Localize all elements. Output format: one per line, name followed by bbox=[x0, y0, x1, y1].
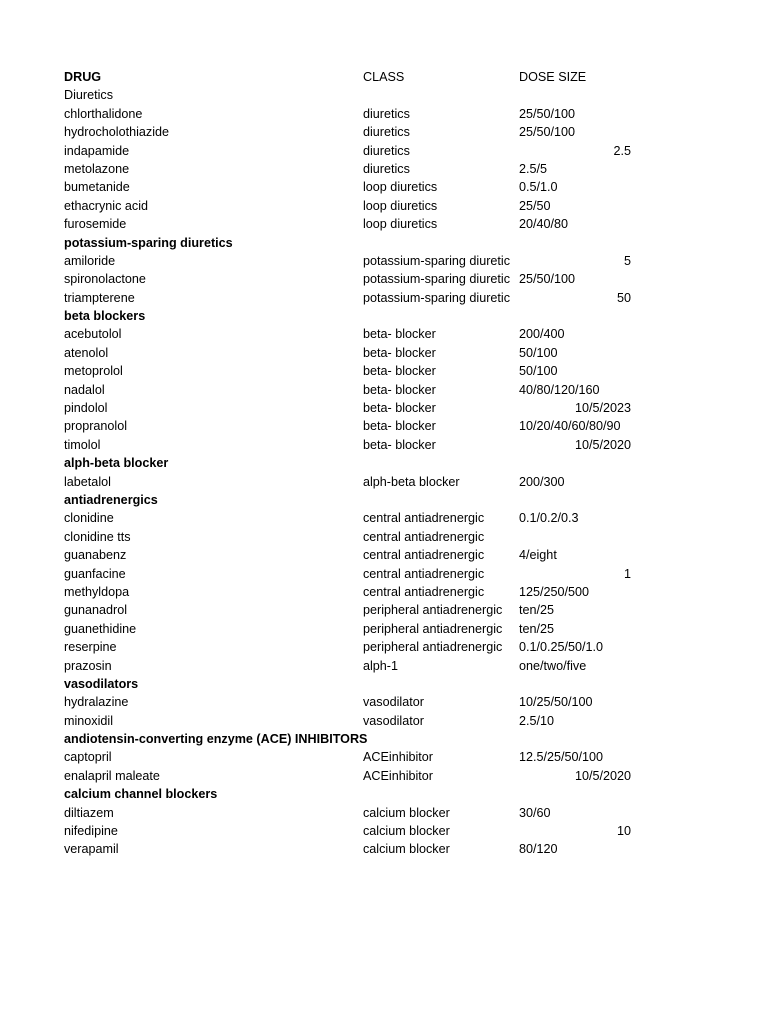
drug-class: beta- blocker bbox=[363, 401, 436, 416]
section-heading: andiotensin-converting enzyme (ACE) INHIBITORS bbox=[64, 732, 368, 747]
drug-name: methyldopa bbox=[64, 584, 130, 599]
drug-name: hydralazine bbox=[64, 695, 129, 710]
table-row bbox=[0, 620, 768, 638]
drug-class: loop diuretics bbox=[363, 217, 438, 232]
table-row bbox=[0, 160, 768, 178]
drug-name: chlorthalidone bbox=[64, 106, 143, 121]
dose-size: 0.1/0.25/50/1.0 bbox=[519, 640, 604, 655]
dose-size: 30/60 bbox=[519, 805, 551, 820]
table-row bbox=[0, 546, 768, 564]
table-row bbox=[0, 473, 768, 491]
dose-size: 25/50 bbox=[519, 198, 551, 213]
drug-name: pindolol bbox=[64, 401, 108, 416]
table-row bbox=[0, 601, 768, 619]
table-row bbox=[0, 712, 768, 730]
table-row bbox=[0, 381, 768, 399]
section-heading-row bbox=[0, 785, 768, 803]
drug-class: alph-1 bbox=[363, 658, 399, 673]
section-heading: antiadrenergics bbox=[64, 492, 158, 507]
dose-size: 10/5/2020 bbox=[574, 768, 631, 783]
dose-size: 40/80/120/160 bbox=[519, 382, 600, 397]
table-row bbox=[0, 325, 768, 343]
drug-name: indapamide bbox=[64, 143, 130, 158]
drug-class: beta- blocker bbox=[363, 364, 436, 379]
dose-size: 2.5/10 bbox=[519, 713, 555, 728]
drug-class: loop diuretics bbox=[363, 198, 438, 213]
dose-size: 1 bbox=[623, 566, 631, 581]
section-heading: beta blockers bbox=[64, 309, 146, 324]
table-row bbox=[0, 344, 768, 362]
table-row bbox=[0, 399, 768, 417]
dose-size: 2.5/5 bbox=[519, 161, 548, 176]
dose-size: 25/50/100 bbox=[519, 106, 576, 121]
drug-name: clonidine bbox=[64, 511, 114, 526]
section-heading-row bbox=[0, 491, 768, 509]
table-row bbox=[0, 252, 768, 270]
table-row bbox=[0, 270, 768, 288]
drug-name: ethacrynic acid bbox=[64, 198, 148, 213]
section-heading: vasodilators bbox=[64, 676, 139, 691]
dose-size bbox=[519, 454, 631, 472]
dose-size: 25/50/100 bbox=[519, 125, 576, 140]
drug-class: calcium blocker bbox=[363, 805, 450, 820]
drug-class: central antiadrenergic bbox=[363, 511, 485, 526]
drug-class: diuretics bbox=[363, 125, 410, 140]
dose-size: 10 bbox=[616, 824, 631, 839]
drug-class: calcium blocker bbox=[363, 824, 450, 839]
drug-name: hydrocholothiazide bbox=[64, 125, 170, 140]
table-row bbox=[0, 565, 768, 583]
drug-name: gunanadrol bbox=[64, 603, 128, 618]
table-row bbox=[0, 197, 768, 215]
drug-class: beta- blocker bbox=[363, 437, 436, 452]
table-row bbox=[0, 583, 768, 601]
drug-class bbox=[363, 86, 515, 104]
dose-size bbox=[519, 86, 631, 104]
drug-class: peripheral antiadrenergic bbox=[363, 621, 503, 636]
table-row bbox=[0, 767, 768, 785]
drug-name: metoprolol bbox=[64, 364, 123, 379]
dose-size bbox=[519, 730, 631, 748]
table-body bbox=[0, 86, 768, 858]
section-heading-row bbox=[0, 454, 768, 472]
table-row bbox=[0, 840, 768, 858]
drug-class: beta- blocker bbox=[363, 382, 436, 397]
dose-size: 25/50/100 bbox=[519, 272, 576, 287]
dose-size: 50 bbox=[616, 290, 631, 305]
table-row bbox=[0, 417, 768, 435]
drug-name: atenolol bbox=[64, 345, 109, 360]
drug-name: metolazone bbox=[64, 161, 130, 176]
table-header-row bbox=[0, 68, 768, 86]
drug-class: potassium-sparing diuretic bbox=[363, 253, 510, 268]
dose-size: 10/5/2023 bbox=[574, 401, 631, 416]
drug-class: ACEinhibitor bbox=[363, 768, 433, 783]
drug-name: guanethidine bbox=[64, 621, 137, 636]
dose-size: 80/120 bbox=[519, 842, 558, 857]
dose-size: 4/eight bbox=[519, 548, 557, 563]
drug-class: central antiadrenergic bbox=[363, 529, 485, 544]
dose-size: 10/25/50/100 bbox=[519, 695, 593, 710]
drug-class: calcium blocker bbox=[363, 842, 450, 857]
header-dose-size: DOSE SIZE bbox=[519, 70, 587, 84]
table-row bbox=[0, 509, 768, 527]
table-row bbox=[0, 362, 768, 380]
drug-class bbox=[363, 307, 515, 325]
header-drug: DRUG bbox=[64, 70, 102, 84]
drug-class: ACEinhibitor bbox=[363, 750, 433, 765]
drug-class: potassium-sparing diuretic bbox=[363, 290, 510, 305]
table-row bbox=[0, 178, 768, 196]
drug-class bbox=[363, 785, 515, 803]
dose-size: 2.5 bbox=[613, 143, 631, 158]
drug-name: enalapril maleate bbox=[64, 768, 160, 783]
drug-name: propranolol bbox=[64, 419, 128, 434]
table-row bbox=[0, 123, 768, 141]
drug-name: diltiazem bbox=[64, 805, 114, 820]
table-row bbox=[0, 693, 768, 711]
dose-size bbox=[519, 307, 631, 325]
table-row bbox=[0, 436, 768, 454]
drug-name: minoxidil bbox=[64, 713, 113, 728]
drug-class: diuretics bbox=[363, 161, 410, 176]
drug-name: amiloride bbox=[64, 253, 116, 268]
drug-name: captopril bbox=[64, 750, 112, 765]
drug-class: beta- blocker bbox=[363, 327, 436, 342]
section-heading-row bbox=[0, 730, 768, 748]
drug-class: alph-beta blocker bbox=[363, 474, 460, 489]
table-row bbox=[0, 822, 768, 840]
table-row bbox=[0, 105, 768, 123]
table-row bbox=[0, 289, 768, 307]
drug-name: prazosin bbox=[64, 658, 112, 673]
dose-size: 10/5/2020 bbox=[574, 437, 631, 452]
drug-class: central antiadrenergic bbox=[363, 548, 485, 563]
drug-name: spironolactone bbox=[64, 272, 146, 287]
drug-class: vasodilator bbox=[363, 695, 424, 710]
drug-table bbox=[0, 68, 768, 859]
drug-name: guanabenz bbox=[64, 548, 127, 563]
section-heading-row bbox=[0, 675, 768, 693]
table-row bbox=[0, 657, 768, 675]
drug-name: acebutolol bbox=[64, 327, 122, 342]
section-heading-row bbox=[0, 307, 768, 325]
drug-name: guanfacine bbox=[64, 566, 126, 581]
dose-size: 0.1/0.2/0.3 bbox=[519, 511, 579, 526]
dose-size: 12.5/25/50/100 bbox=[519, 750, 604, 765]
drug-class: diuretics bbox=[363, 143, 410, 158]
drug-class bbox=[363, 491, 515, 509]
dose-size bbox=[519, 785, 631, 803]
drug-class: peripheral antiadrenergic bbox=[363, 640, 503, 655]
drug-class bbox=[363, 454, 515, 472]
drug-class: central antiadrenergic bbox=[363, 566, 485, 581]
drug-class: central antiadrenergic bbox=[363, 584, 485, 599]
dose-size: ten/25 bbox=[519, 621, 555, 636]
drug-class: diuretics bbox=[363, 106, 410, 121]
dose-size: 200/400 bbox=[519, 327, 565, 342]
drug-name: bumetanide bbox=[64, 180, 130, 195]
drug-name: labetalol bbox=[64, 474, 111, 489]
drug-class: peripheral antiadrenergic bbox=[363, 603, 503, 618]
section-heading-row bbox=[0, 234, 768, 252]
dose-size: 10/20/40/60/80/90 bbox=[519, 419, 621, 434]
section-heading: potassium-sparing diuretics bbox=[64, 235, 233, 250]
drug-class: beta- blocker bbox=[363, 419, 436, 434]
table-row bbox=[0, 638, 768, 656]
dose-size: 20/40/80 bbox=[519, 217, 569, 232]
section-heading: alph-beta blocker bbox=[64, 456, 169, 471]
table-row bbox=[0, 215, 768, 233]
dose-size: 0.5/1.0 bbox=[519, 180, 558, 195]
table-row bbox=[0, 528, 768, 546]
dose-size: 50/100 bbox=[519, 364, 558, 379]
dose-size: 5 bbox=[623, 253, 631, 268]
drug-class: vasodilator bbox=[363, 713, 424, 728]
dose-size bbox=[519, 491, 631, 509]
drug-name: clonidine tts bbox=[64, 529, 131, 544]
drug-name: triampterene bbox=[64, 290, 135, 305]
drug-name: timolol bbox=[64, 437, 101, 452]
drug-class: beta- blocker bbox=[363, 345, 436, 360]
dose-size bbox=[519, 528, 631, 546]
drug-class bbox=[363, 234, 515, 252]
dose-size: 125/250/500 bbox=[519, 584, 590, 599]
drug-name: nadalol bbox=[64, 382, 105, 397]
table-row bbox=[0, 748, 768, 766]
drug-class: loop diuretics bbox=[363, 180, 438, 195]
drug-name: reserpine bbox=[64, 640, 117, 655]
header-class: CLASS bbox=[363, 70, 405, 84]
dose-size bbox=[519, 675, 631, 693]
dose-size: 50/100 bbox=[519, 345, 558, 360]
dose-size: 200/300 bbox=[519, 474, 565, 489]
table-row bbox=[0, 804, 768, 822]
drug-name: Diuretics bbox=[64, 88, 113, 103]
drug-class bbox=[363, 730, 515, 748]
drug-name: nifedipine bbox=[64, 824, 118, 839]
drug-name: verapamil bbox=[64, 842, 119, 857]
dose-size: ten/25 bbox=[519, 603, 555, 618]
table-row bbox=[0, 142, 768, 160]
section-heading: calcium channel blockers bbox=[64, 787, 218, 802]
dose-size bbox=[519, 234, 631, 252]
drug-class bbox=[363, 675, 515, 693]
table-row bbox=[0, 86, 768, 104]
drug-class: potassium-sparing diuretic bbox=[363, 272, 510, 287]
dose-size: one/two/five bbox=[519, 658, 587, 673]
drug-name: furosemide bbox=[64, 217, 127, 232]
